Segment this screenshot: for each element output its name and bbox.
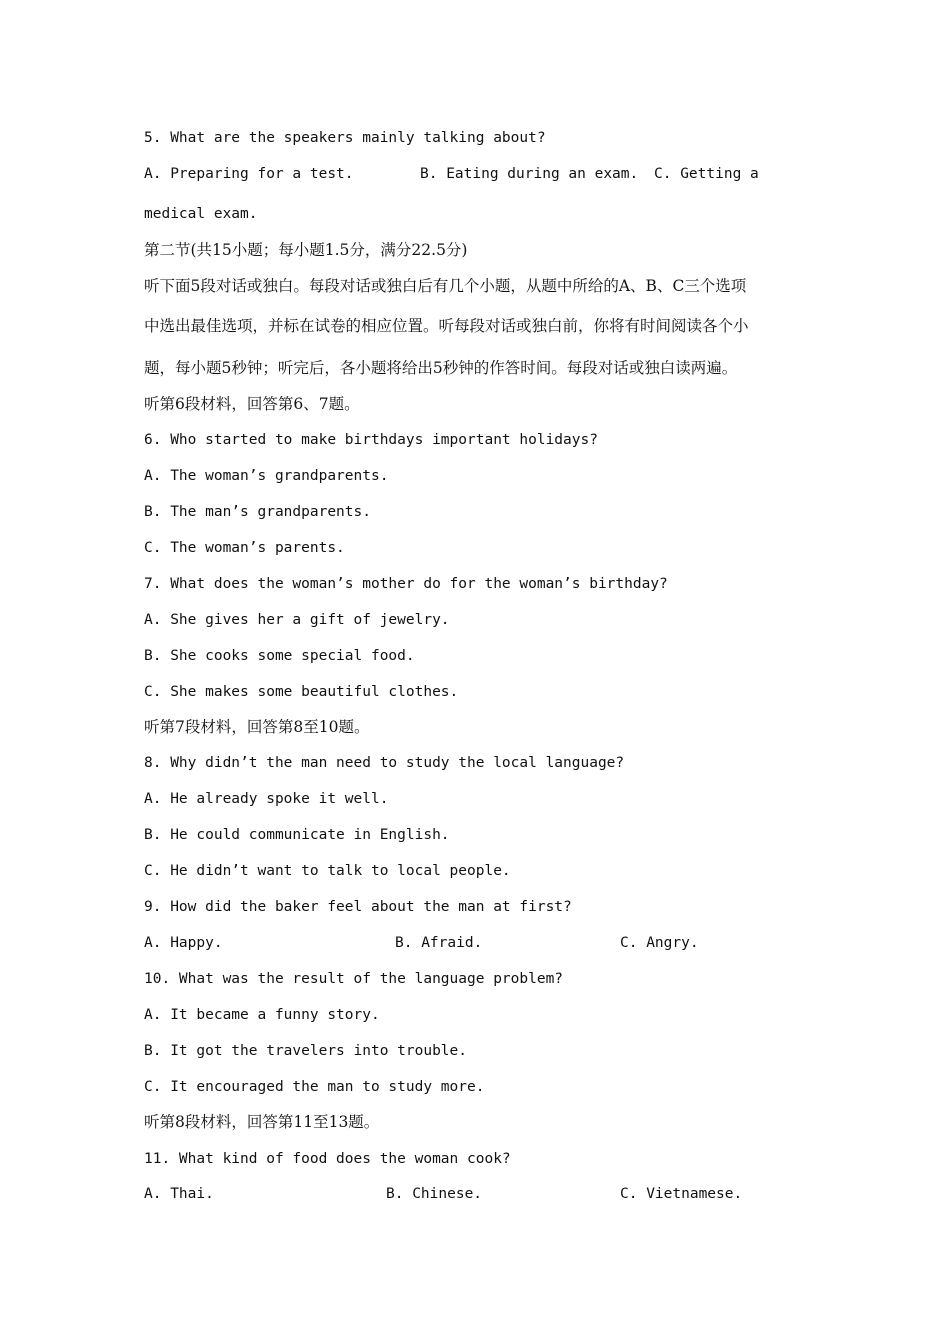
question-6-option-c: C. The woman’s parents. bbox=[144, 540, 345, 556]
question-5-option-c-continued: medical exam. bbox=[144, 206, 258, 222]
question-10: 10. What was the result of the language problem? bbox=[144, 971, 564, 987]
question-8-option-b: B. He could communicate in English. bbox=[144, 827, 450, 843]
question-11-option-a: A. Thai. bbox=[144, 1186, 214, 1202]
question-7-option-b: B. She cooks some special food. bbox=[144, 648, 415, 664]
question-6-option-b: B. The man’s grandparents. bbox=[144, 504, 371, 520]
question-6-option-a: A. The woman’s grandparents. bbox=[144, 468, 389, 484]
question-9: 9. How did the baker feel about the man at first? bbox=[144, 899, 572, 915]
question-8-option-c: C. He didn’t want to talk to local people. bbox=[144, 863, 511, 879]
question-7-option-c: C. She makes some beautiful clothes. bbox=[144, 684, 459, 700]
question-7: 7. What does the woman’s mother do for the woman’s birthday? bbox=[144, 576, 668, 592]
question-6: 6. Who started to make birthdays important holidays? bbox=[144, 432, 598, 448]
question-5-option-b: B. Eating during an exam. bbox=[420, 166, 639, 182]
question-9-option-a: A. Happy. bbox=[144, 935, 223, 951]
section-instructions-line-1: 听下面5段对话或独白。每段对话或独白后有几个小题，从题中所给的A、B、C三个选项 bbox=[144, 277, 747, 295]
material-7-heading: 听第7段材料，回答第8至10题。 bbox=[144, 718, 370, 736]
section-heading: 第二节(共15小题；每小题1.5分，满分22.5分) bbox=[144, 241, 468, 259]
question-8: 8. Why didn’t the man need to study the local language? bbox=[144, 755, 625, 771]
question-11-option-b: B. Chinese. bbox=[386, 1186, 483, 1202]
question-8-option-a: A. He already spoke it well. bbox=[144, 791, 389, 807]
question-10-option-a: A. It became a funny story. bbox=[144, 1007, 380, 1023]
question-9-options bbox=[144, 931, 824, 955]
section-instructions-line-3: 题，每小题5秒钟；听完后，各小题将给出5秒钟的作答时间。每段对话或独白读两遍。 bbox=[144, 359, 738, 377]
question-11-option-c: C. Vietnamese. bbox=[620, 1186, 743, 1202]
question-10-option-c: C. It encouraged the man to study more. bbox=[144, 1079, 485, 1095]
question-5-option-a: A. Preparing for a test. bbox=[144, 166, 354, 182]
question-5-option-c: C. Getting a bbox=[654, 166, 759, 182]
question-9-option-c: C. Angry. bbox=[620, 935, 699, 951]
question-11-options bbox=[144, 1182, 824, 1206]
question-5: 5. What are the speakers mainly talking about? bbox=[144, 130, 546, 146]
question-7-option-a: A. She gives her a gift of jewelry. bbox=[144, 612, 450, 628]
question-11: 11. What kind of food does the woman cook? bbox=[144, 1151, 511, 1167]
question-5-options bbox=[144, 162, 824, 186]
question-10-option-b: B. It got the travelers into trouble. bbox=[144, 1043, 468, 1059]
section-instructions-line-2: 中选出最佳选项，并标在试卷的相应位置。听每段对话或独白前，你将有时间阅读各个小 bbox=[144, 317, 749, 335]
question-9-option-b: B. Afraid. bbox=[395, 935, 483, 951]
material-8-heading: 听第8段材料，回答第11至13题。 bbox=[144, 1113, 380, 1131]
material-6-heading: 听第6段材料，回答第6、7题。 bbox=[144, 395, 360, 413]
